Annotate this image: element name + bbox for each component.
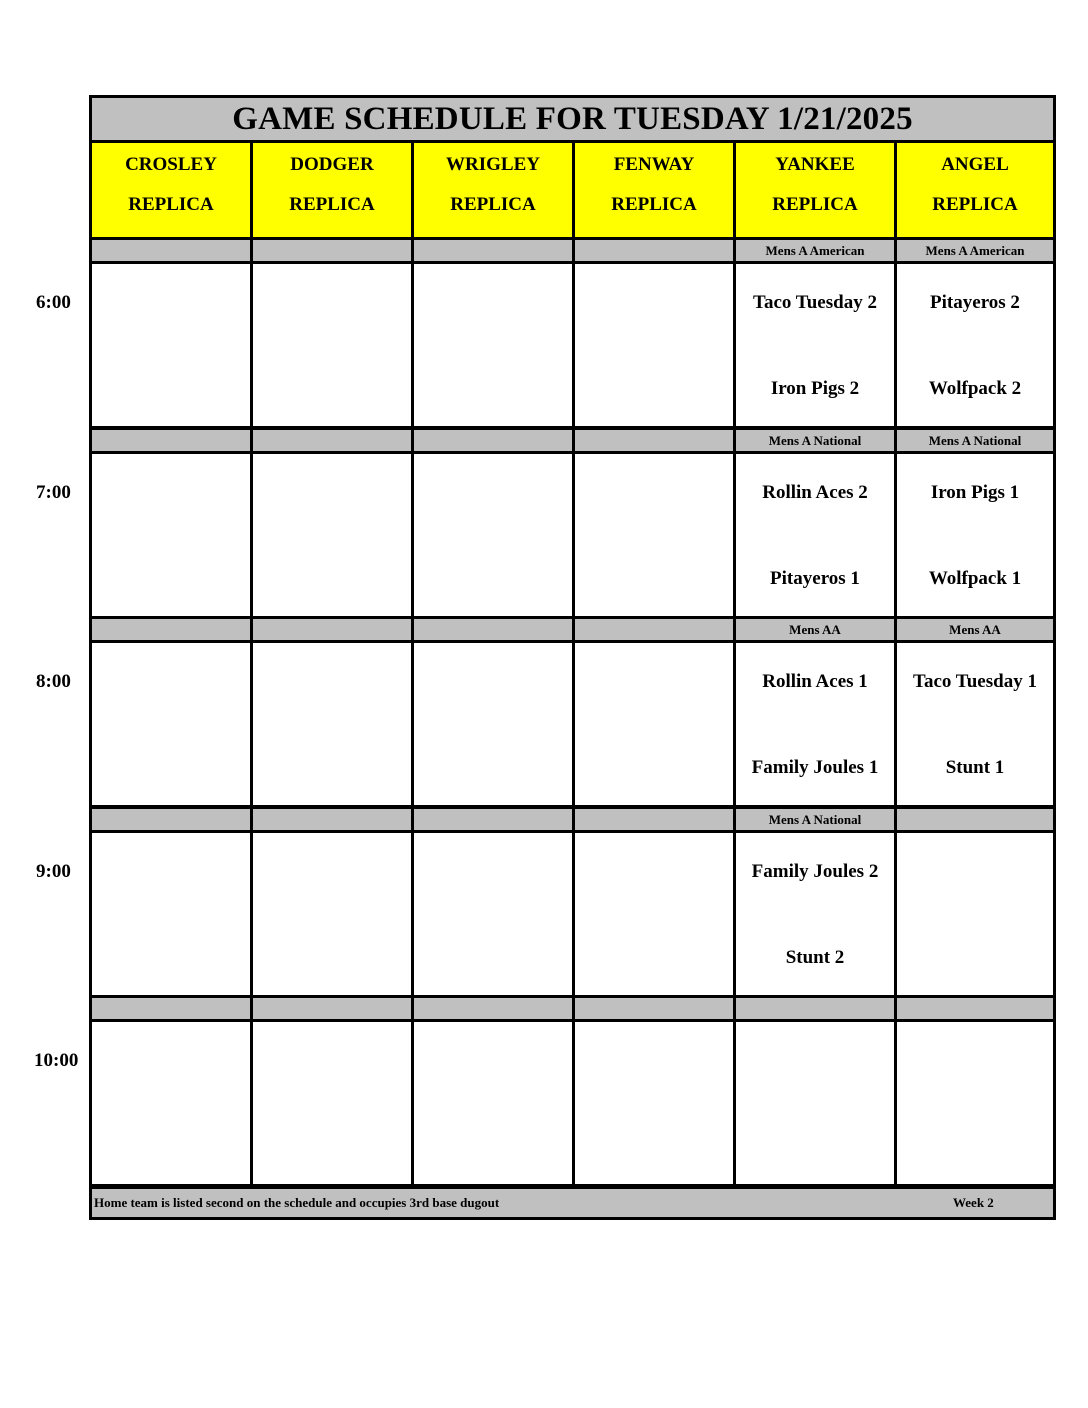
game-cell	[92, 454, 250, 616]
field-name: ANGEL	[941, 154, 1009, 175]
division-label	[897, 809, 1053, 830]
field-name: CROSLEY	[125, 154, 217, 175]
game-cell	[253, 1022, 411, 1184]
schedule-grid	[89, 95, 1056, 1220]
division-label	[253, 998, 411, 1019]
division-label	[897, 998, 1053, 1019]
division-label	[414, 240, 572, 261]
game-cell	[414, 833, 572, 995]
field-type: REPLICA	[772, 194, 858, 215]
page-title: GAME SCHEDULE FOR TUESDAY 1/21/2025	[92, 98, 1053, 140]
field-header	[414, 143, 572, 237]
field-header	[253, 143, 411, 237]
time-label: 8:00	[36, 671, 71, 692]
division-label	[92, 240, 250, 261]
time-label: 7:00	[36, 482, 71, 503]
away-team: Family Joules 2	[751, 861, 879, 882]
division-label	[414, 998, 572, 1019]
division-label: Mens AA	[897, 619, 1053, 640]
division-label	[92, 619, 250, 640]
game-cell	[575, 1022, 733, 1184]
week-label: Week 2	[953, 1195, 994, 1210]
game-cell	[414, 1022, 572, 1184]
division-label: Mens A National	[736, 430, 894, 451]
division-label	[575, 430, 733, 451]
game-cell	[897, 1022, 1053, 1184]
division-label	[253, 809, 411, 830]
time-label: 9:00	[36, 861, 71, 882]
division-label	[575, 809, 733, 830]
division-label: Mens A National	[736, 809, 894, 830]
time-label: 10:00	[34, 1050, 79, 1071]
time-label: 6:00	[36, 292, 71, 313]
game-cell	[897, 454, 1053, 616]
home-team: Pitayeros 1	[770, 568, 860, 589]
game-cell	[736, 454, 894, 616]
game-cell	[92, 643, 250, 805]
field-header	[92, 143, 250, 237]
home-team: Stunt 2	[785, 947, 845, 968]
division-label	[575, 240, 733, 261]
field-header	[575, 143, 733, 237]
game-cell	[736, 1022, 894, 1184]
field-name: DODGER	[290, 154, 374, 175]
away-team: Iron Pigs 1	[930, 482, 1020, 503]
game-cell	[575, 833, 733, 995]
division-label	[92, 809, 250, 830]
field-name: FENWAY	[613, 154, 695, 175]
game-cell	[575, 643, 733, 805]
away-team: Pitayeros 2	[930, 292, 1020, 313]
game-cell	[736, 264, 894, 426]
game-cell	[253, 833, 411, 995]
game-cell	[414, 264, 572, 426]
game-cell	[575, 264, 733, 426]
away-team: Rollin Aces 2	[762, 482, 868, 503]
division-label	[736, 998, 894, 1019]
game-cell	[253, 264, 411, 426]
game-cell	[897, 643, 1053, 805]
game-cell	[736, 833, 894, 995]
footer-note: Home team is listed second on the schedule and occupies 3rd base dugout	[94, 1195, 500, 1210]
field-type: REPLICA	[932, 194, 1018, 215]
field-header	[897, 143, 1053, 237]
game-cell	[253, 454, 411, 616]
division-label: Mens A American	[736, 240, 894, 261]
division-label	[253, 430, 411, 451]
game-cell	[897, 833, 1053, 995]
home-team: Wolfpack 1	[928, 568, 1022, 589]
home-team: Iron Pigs 2	[770, 378, 860, 399]
away-team: Taco Tuesday 2	[753, 292, 877, 313]
division-label	[575, 619, 733, 640]
game-cell	[575, 454, 733, 616]
game-cell	[897, 264, 1053, 426]
field-type: REPLICA	[128, 194, 214, 215]
field-name: YANKEE	[775, 154, 855, 175]
away-team: Taco Tuesday 1	[913, 671, 1037, 692]
game-cell	[414, 643, 572, 805]
field-type: REPLICA	[611, 194, 697, 215]
game-cell	[414, 454, 572, 616]
division-label	[414, 809, 572, 830]
division-label	[92, 430, 250, 451]
game-cell	[92, 1022, 250, 1184]
game-cell	[736, 643, 894, 805]
division-label	[575, 998, 733, 1019]
division-label: Mens A National	[897, 430, 1053, 451]
field-name: WRIGLEY	[446, 154, 540, 175]
division-label: Mens A American	[897, 240, 1053, 261]
footer-bar	[92, 1189, 1053, 1217]
home-team: Wolfpack 2	[928, 378, 1022, 399]
division-label	[414, 430, 572, 451]
game-cell	[253, 643, 411, 805]
division-label	[414, 619, 572, 640]
division-label	[253, 240, 411, 261]
field-type: REPLICA	[289, 194, 375, 215]
home-team: Family Joules 1	[751, 757, 879, 778]
division-label	[253, 619, 411, 640]
home-team: Stunt 1	[945, 757, 1005, 778]
field-header	[736, 143, 894, 237]
away-team: Rollin Aces 1	[762, 671, 868, 692]
game-cell	[92, 833, 250, 995]
game-cell	[92, 264, 250, 426]
field-type: REPLICA	[450, 194, 536, 215]
division-label: Mens AA	[736, 619, 894, 640]
division-label	[92, 998, 250, 1019]
